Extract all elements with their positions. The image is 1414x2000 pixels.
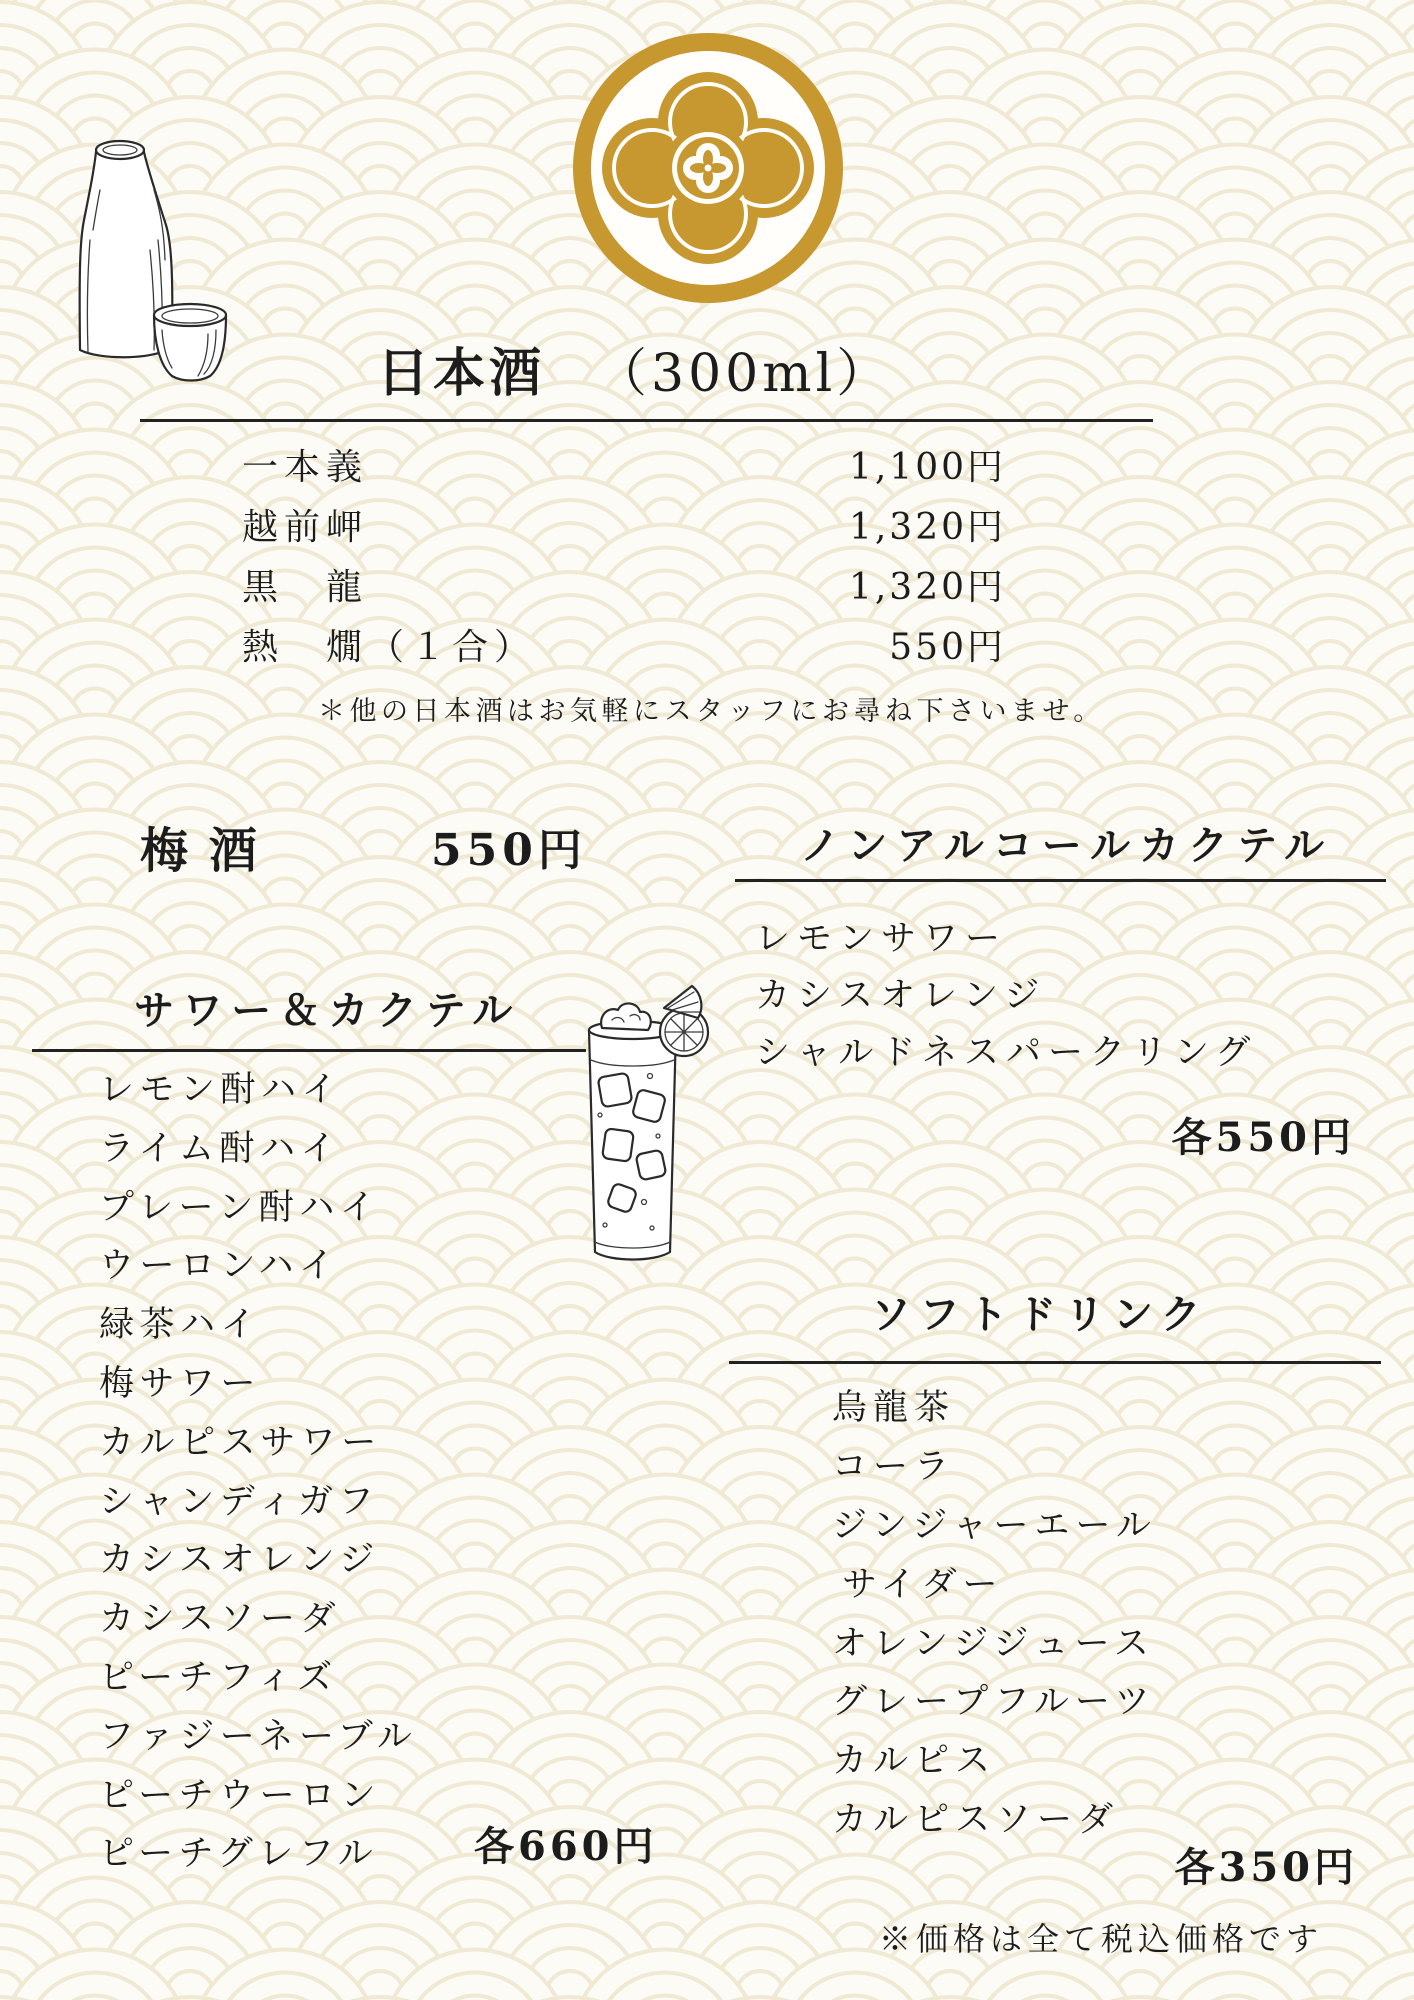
- non-alcohol-list: [755, 911, 1257, 1082]
- ice-pile: [601, 1003, 651, 1030]
- list-item: ピーチフィズ: [99, 1657, 338, 1698]
- list-item: カルピス: [832, 1741, 997, 1782]
- sake-item-price: 1,320円: [848, 566, 1006, 608]
- list-item: カシスオレンジ: [755, 976, 1047, 1016]
- sake-bottle-icon: [70, 130, 240, 390]
- sour-cocktail-price: 各660円: [474, 1823, 658, 1870]
- sake-item-name: 黒 龍: [242, 566, 369, 608]
- list-item: サイダー: [842, 1564, 1004, 1605]
- sake-item: [242, 614, 1006, 674]
- sake-item-price: 1,100円: [848, 446, 1006, 488]
- list-item: ピーチグレフル: [99, 1834, 379, 1875]
- list-item: レモン酎ハイ: [99, 1070, 343, 1110]
- list-item: シャンディガフ: [99, 1481, 380, 1522]
- tax-included-note: ※価格は全て税込価格です: [879, 1920, 1324, 1958]
- list-item: 烏龍茶: [832, 1388, 956, 1428]
- non-alcohol-title: ノンアルコールカクテル: [800, 822, 1333, 869]
- list-item: ジンジャーエール: [832, 1505, 1157, 1546]
- soft-drink-price: 各350円: [1174, 1844, 1358, 1891]
- list-item: プレーン酎ハイ: [99, 1187, 381, 1228]
- sake-item: [242, 494, 1006, 554]
- list-item: ウーロンハイ: [99, 1246, 340, 1287]
- soft-drink-rule: [729, 1361, 1381, 1364]
- soft-drink-title: ソフトドリンク: [871, 1291, 1209, 1338]
- sour-cocktail-list: [99, 1061, 417, 1884]
- list-item: レモンサワー: [755, 919, 1008, 959]
- list-item: オレンジジュース: [832, 1623, 1155, 1664]
- sake-note: ＊他の日本酒はお気軽にスタッフにお尋ね下さいませ。: [318, 696, 1105, 727]
- list-item: カシスソーダ: [99, 1599, 341, 1640]
- list-item: コーラ: [832, 1446, 956, 1487]
- soft-drink-list: [832, 1379, 1157, 1850]
- sake-item: [242, 434, 1006, 494]
- list-item: シャルドネスパークリング: [755, 1033, 1258, 1073]
- sake-title: 日本酒: [377, 343, 546, 404]
- list-item: グレープフルーツ: [832, 1682, 1156, 1723]
- list-item: カシスオレンジ: [99, 1540, 380, 1581]
- non-alcohol-rule: [735, 879, 1386, 882]
- non-alcohol-price: 各550円: [1171, 1114, 1355, 1161]
- sake-item-name: 一本義: [242, 446, 369, 488]
- lemon-slice: [660, 1008, 708, 1056]
- list-item: ファジーネーブル: [99, 1716, 418, 1757]
- sake-item-name: 熱 燗（１合）: [242, 626, 537, 668]
- sake-item-price: 550円: [889, 626, 1006, 668]
- sake-section-title: [377, 343, 893, 404]
- list-item: ピーチウーロン: [99, 1775, 382, 1816]
- sake-item-name: 越前岬: [242, 506, 369, 548]
- cocktail-glass-icon: [580, 980, 715, 1272]
- umeshu-price: 550円: [431, 825, 587, 876]
- sake-cup: [154, 304, 226, 381]
- sake-title-rule: [140, 419, 1153, 422]
- sour-cocktail-rule: [32, 1049, 586, 1052]
- list-item: 緑茶ハイ: [99, 1305, 262, 1346]
- sake-list: [242, 434, 1006, 674]
- list-item: カルピスソーダ: [832, 1800, 1120, 1841]
- umeshu-name: 梅 酒: [140, 823, 259, 879]
- sake-item-price: 1,320円: [848, 506, 1006, 548]
- sake-item: [242, 554, 1006, 614]
- list-item: ライム酎ハイ: [99, 1128, 341, 1169]
- list-item: 梅サワー: [99, 1363, 262, 1404]
- glass: [589, 1021, 676, 1260]
- list-item: カルピスサワー: [99, 1422, 382, 1463]
- sake-volume: （300ml）: [595, 344, 893, 404]
- sour-cocktail-title: サワー＆カクテル: [134, 987, 521, 1034]
- family-crest-icon: [568, 28, 848, 308]
